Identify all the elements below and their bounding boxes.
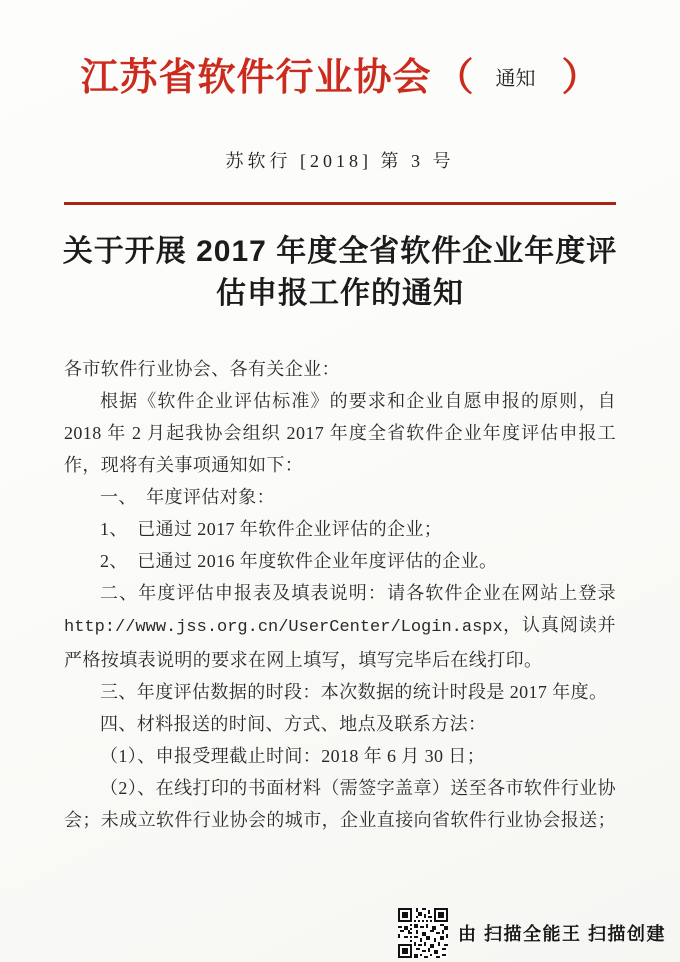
- document-title: [30, 231, 650, 315]
- paragraph-section-1: 一、 年度评估对象：: [100, 487, 275, 507]
- doc-type-label: 通知: [495, 68, 536, 90]
- document-body: [64, 353, 616, 836]
- scan-attribution-text: 由 扫描全能王 扫描创建: [457, 924, 666, 944]
- letterhead: [0, 46, 680, 101]
- paragraph-section-4: 四、材料报送的时间、方式、地点及联系方法：: [100, 714, 487, 734]
- paren-open: （: [435, 57, 474, 99]
- red-divider-line: [64, 202, 616, 205]
- paragraph-section-3: 三、年度评估数据的时段：本次数据的统计时段是 2017 年度。: [100, 682, 608, 702]
- document-title-line1: 关于开展 2017 年度全省软件企业年度评: [62, 235, 618, 268]
- paren-close: ）: [561, 57, 600, 99]
- scanner-attribution-footer: [398, 908, 666, 958]
- paragraph-intro: 根据《软件企业评估标准》的要求和企业自愿申报的原则，自 2018 年 2 月起我协会组织 2017 年度全省软件企业年度评估申报工作，现将有关事项通知如下：: [64, 391, 616, 475]
- website-url: http://www.jss.org.cn/UserCenter/Login.aspx: [64, 618, 503, 637]
- doc-number: 苏软行 [2018] 第 3 号: [225, 151, 455, 171]
- section-2-lead: 二、年度评估申报表及填表说明：请各软件企业在网站上登录: [100, 583, 616, 603]
- paragraph-sub-1: （1）、申报受理截止时间：2018 年 6 月 30 日；: [100, 746, 486, 766]
- salutation: 各市软件行业协会、各有关企业：: [64, 359, 340, 379]
- paragraph-sub-2: （2）、在线打印的书面材料（需签字盖章）送至各市软件行业协会；未成立软件行业协会的城市，企业直接向省软件行业协会报送；: [64, 778, 616, 830]
- document-title-line2: 估申报工作的通知: [216, 277, 464, 310]
- paragraph-item-1: 1、 已通过 2017 年软件企业评估的企业；: [100, 519, 443, 539]
- qr-code-icon: [398, 908, 448, 958]
- paragraph-section-2: [64, 577, 616, 676]
- org-name: 江苏省软件行业协会: [80, 57, 432, 99]
- section-2-tail: ，认真阅读并严格按填表说明的要求在网上填写，填写完毕后在线打印。: [64, 615, 616, 670]
- paragraph-item-2: 2、 已通过 2016 年度软件企业年度评估的企业。: [100, 551, 498, 571]
